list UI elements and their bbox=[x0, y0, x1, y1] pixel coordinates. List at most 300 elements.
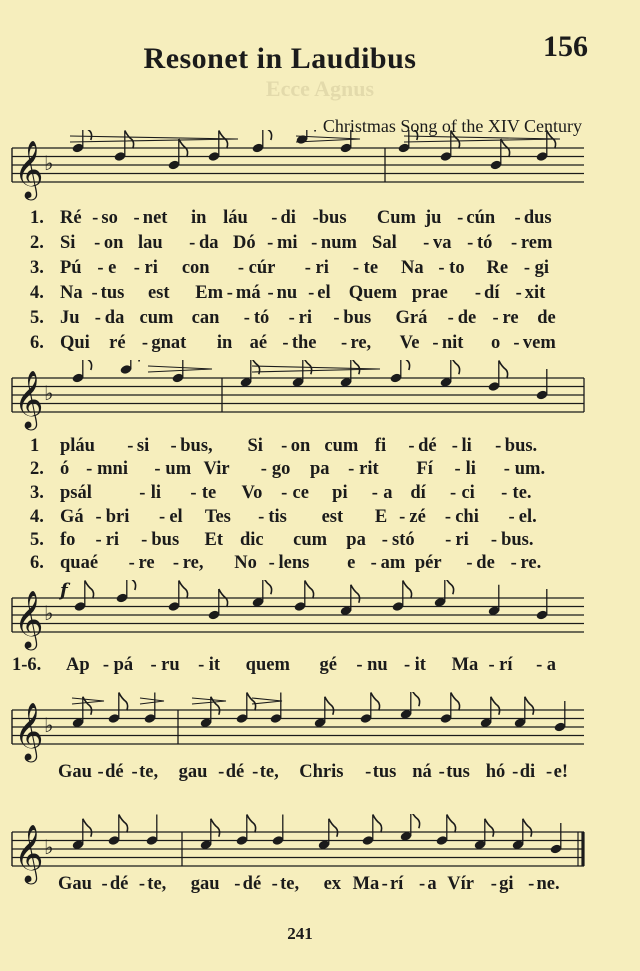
syllable-hyphen: - bbox=[170, 436, 177, 456]
syllable-hyphen: - bbox=[92, 208, 99, 228]
syllable-hyphen: - bbox=[141, 530, 148, 550]
lyric-syllable: mni bbox=[97, 459, 128, 479]
lyric-syllable: pláu bbox=[60, 436, 95, 456]
syllable-hyphen: - bbox=[381, 874, 388, 894]
lyric-syllable: dí bbox=[484, 283, 500, 303]
lyric-syllable: dé bbox=[225, 762, 245, 782]
lyric-syllable: pa bbox=[309, 459, 330, 479]
syllable-hyphen: - bbox=[234, 874, 241, 894]
syllable-hyphen: - bbox=[131, 762, 138, 782]
syllable-hyphen: - bbox=[128, 553, 135, 573]
lyric-syllable: to bbox=[449, 258, 465, 278]
note-flag bbox=[401, 360, 410, 370]
lyric-syllable: Gá bbox=[60, 507, 84, 527]
verse-number: 1-6. bbox=[12, 655, 42, 675]
accent-hairpin bbox=[252, 366, 380, 372]
syllable-hyphen: - bbox=[150, 655, 157, 675]
lyric-syllable: go bbox=[271, 459, 291, 479]
lyric-syllable: da bbox=[198, 233, 219, 253]
syllable-hyphen: - bbox=[438, 762, 445, 782]
staff-system-4 bbox=[0, 692, 640, 772]
lyric-syllable: li bbox=[465, 459, 476, 479]
note-flag bbox=[491, 697, 500, 715]
lyric-syllable: ce bbox=[292, 483, 309, 503]
lyric-syllable: Ju bbox=[60, 308, 80, 328]
syllable-hyphen: - bbox=[86, 459, 93, 479]
note-flag bbox=[83, 130, 92, 140]
syllable-hyphen: - bbox=[408, 436, 415, 456]
note-flag bbox=[305, 581, 314, 599]
lyric-syllable: Dó bbox=[233, 233, 256, 253]
note-flag bbox=[351, 585, 360, 603]
syllable-hyphen: - bbox=[451, 436, 458, 456]
lyric-syllable: ex bbox=[323, 874, 342, 894]
accent-hairpin bbox=[140, 698, 164, 704]
lyric-syllable: E bbox=[374, 507, 388, 527]
note-flag bbox=[179, 581, 188, 599]
lyric-syllable: rí bbox=[499, 655, 513, 675]
verse-number: 3. bbox=[30, 258, 44, 278]
lyric-syllable: in bbox=[190, 208, 207, 228]
lyric-syllable: dic bbox=[239, 530, 264, 550]
syllable-hyphen: - bbox=[333, 308, 340, 328]
verse-number: 2. bbox=[30, 459, 44, 479]
note-flag bbox=[211, 697, 220, 715]
lyric-syllable: ru bbox=[161, 655, 180, 675]
note-flag bbox=[447, 815, 456, 833]
syllable-hyphen: - bbox=[268, 553, 275, 573]
lyric-syllable: stó bbox=[392, 530, 415, 550]
syllable-hyphen: - bbox=[133, 208, 140, 228]
lyric-syllable: ri bbox=[455, 530, 469, 550]
lyric-syllable: tus bbox=[446, 762, 470, 782]
syllable-hyphen: - bbox=[271, 874, 278, 894]
note-flag bbox=[523, 819, 532, 837]
lyric-syllable: Vír bbox=[447, 874, 474, 894]
syllable-hyphen: - bbox=[226, 283, 233, 303]
lyric-syllable: te bbox=[201, 483, 217, 503]
lyric-syllable: de bbox=[537, 308, 556, 328]
verse-number: 4. bbox=[30, 283, 44, 303]
lyric-syllable: tó bbox=[476, 233, 493, 253]
lyric-syllable: Quem bbox=[348, 283, 398, 303]
syllable-hyphen: - bbox=[444, 507, 452, 527]
lyric-syllable: dí bbox=[410, 483, 426, 503]
staff-system-2 bbox=[0, 360, 640, 440]
forte-dynamic: f bbox=[60, 580, 68, 601]
lyric-syllable: tus bbox=[100, 283, 125, 303]
syllable-hyphen: - bbox=[454, 459, 461, 479]
lyric-syllable: e bbox=[347, 553, 356, 573]
lyric-syllable: te bbox=[363, 258, 379, 278]
page-number: 241 bbox=[287, 924, 313, 943]
syllable-hyphen: - bbox=[311, 233, 318, 253]
lyric-syllable: si bbox=[136, 436, 150, 456]
syllable-hyphen: - bbox=[348, 459, 355, 479]
verse-number: 1. bbox=[30, 208, 44, 228]
lyric-syllable: bri bbox=[105, 507, 130, 527]
lyric-syllable: ju bbox=[424, 208, 442, 228]
lyric-syllable: tis bbox=[268, 507, 287, 527]
lyric-syllable: bus bbox=[343, 308, 372, 328]
staff-system-1 bbox=[0, 130, 640, 210]
lyric-syllable: Cum bbox=[376, 208, 416, 228]
syllable-hyphen: - bbox=[190, 483, 197, 503]
lyric-syllable: Ma bbox=[451, 655, 479, 675]
syllable-hyphen: - bbox=[371, 483, 378, 503]
hymn-title: Resonet in Laudibus bbox=[143, 42, 417, 75]
lyric-syllable: gau bbox=[190, 874, 220, 894]
syllable-hyphen: - bbox=[515, 283, 522, 303]
treble-clef-icon: 𝄞 bbox=[14, 140, 44, 198]
treble-clef-icon: 𝄞 bbox=[14, 370, 44, 428]
lyric-syllable: Qui bbox=[60, 333, 90, 353]
syllable-hyphen: - bbox=[511, 233, 518, 253]
note-flag bbox=[307, 130, 316, 132]
verse-number: 1 bbox=[30, 436, 40, 456]
syllable-hyphen: - bbox=[508, 507, 515, 527]
syllable-hyphen: - bbox=[91, 283, 98, 303]
accent-hairpin bbox=[404, 136, 560, 142]
note-flag bbox=[411, 692, 420, 706]
syllable-hyphen: - bbox=[418, 874, 426, 894]
lyric-syllable: ó bbox=[60, 459, 70, 479]
lyric-syllable: má bbox=[235, 283, 261, 303]
note-flag bbox=[119, 815, 128, 833]
lyric-syllable: rí bbox=[389, 874, 404, 894]
lyric-syllable: te, bbox=[280, 874, 300, 894]
lyric-syllable: quaé bbox=[60, 553, 99, 573]
lyric-syllable: da bbox=[104, 308, 125, 328]
lyric-syllable: Em bbox=[195, 283, 223, 303]
lyric-syllable: Sal bbox=[372, 233, 397, 253]
syllable-hyphen: - bbox=[138, 874, 146, 894]
verse-number: 3. bbox=[30, 483, 44, 503]
syllable-hyphen: - bbox=[340, 333, 348, 353]
lyric-syllable: so bbox=[101, 208, 118, 228]
lyric-syllable: num bbox=[320, 233, 357, 253]
lyric-syllable: can bbox=[191, 308, 220, 328]
staff-system-3 bbox=[0, 580, 640, 660]
lyric-syllable: re, bbox=[350, 333, 372, 353]
lyric-syllable: it bbox=[414, 655, 426, 675]
accent-hairpin bbox=[148, 366, 212, 372]
note-flag bbox=[131, 360, 140, 362]
note-flag bbox=[263, 580, 272, 594]
lyric-syllable: bus, bbox=[180, 436, 213, 456]
syllable-hyphen: - bbox=[218, 762, 225, 782]
lyric-syllable: a bbox=[427, 874, 437, 894]
note-flag bbox=[263, 130, 272, 140]
syllable-hyphen: - bbox=[288, 308, 295, 328]
syllable-hyphen: - bbox=[445, 530, 452, 550]
lyric-syllable: con bbox=[181, 258, 210, 278]
syllable-hyphen: - bbox=[243, 308, 250, 328]
syllable-hyphen: - bbox=[352, 258, 360, 278]
lyric-syllable: quem bbox=[245, 655, 290, 675]
lyric-syllable: on bbox=[103, 233, 124, 253]
lyric-syllable: tó bbox=[253, 308, 270, 328]
lyric-syllable: li bbox=[150, 483, 161, 503]
lyric-syllable: net bbox=[142, 208, 168, 228]
syllable-hyphen: - bbox=[490, 530, 498, 550]
syllable-hyphen: - bbox=[365, 762, 372, 782]
lyric-syllable: re bbox=[138, 553, 155, 573]
lyric-syllable: gé bbox=[319, 655, 337, 675]
flat-key-signature-icon: ♭ bbox=[44, 601, 54, 625]
note-flag bbox=[403, 581, 412, 599]
note-flag bbox=[451, 131, 460, 149]
lyric-syllable: Gau bbox=[58, 762, 92, 782]
verse-number: 5. bbox=[30, 308, 44, 328]
syllable-hyphen: - bbox=[512, 762, 519, 782]
lyric-syllable: lau bbox=[138, 233, 163, 253]
lyric-syllable: -bus bbox=[312, 208, 347, 228]
syllable-hyphen: - bbox=[95, 530, 102, 550]
lyric-syllable: bus bbox=[151, 530, 180, 550]
lyric-syllable: te. bbox=[512, 483, 532, 503]
hymn-subtitle: Christmas Song of the XIV Century bbox=[322, 116, 582, 136]
syllable-hyphen: - bbox=[510, 553, 517, 573]
syllable-hyphen: - bbox=[94, 308, 101, 328]
lyric-syllable: de bbox=[457, 308, 477, 328]
note-flag bbox=[325, 697, 334, 715]
lyric-syllable: ri bbox=[298, 308, 312, 328]
lyric-syllable: Grá bbox=[395, 308, 428, 328]
lyric-syllable: pá bbox=[113, 655, 134, 675]
accent-hairpin bbox=[70, 136, 238, 142]
lyric-syllable: fi bbox=[374, 436, 387, 456]
note-flag bbox=[451, 693, 460, 711]
syllable-hyphen: - bbox=[95, 507, 102, 527]
lyric-syllable: dé bbox=[105, 762, 124, 782]
syllable-hyphen: - bbox=[457, 208, 464, 228]
syllable-hyphen: - bbox=[189, 233, 196, 253]
note-flag bbox=[83, 819, 92, 837]
syllable-hyphen: - bbox=[127, 436, 134, 456]
treble-clef-icon: 𝄞 bbox=[14, 590, 44, 648]
lyric-syllable: Et bbox=[204, 530, 224, 550]
lyric-syllable: in bbox=[216, 333, 233, 353]
lyric-syllable: the bbox=[291, 333, 317, 353]
accent-hairpin bbox=[192, 698, 226, 704]
verse-number: 5. bbox=[30, 530, 44, 550]
flat-key-signature-icon: ♭ bbox=[44, 835, 54, 859]
lyric-syllable: ré bbox=[109, 333, 126, 353]
lyric-syllable: de bbox=[476, 553, 495, 573]
lyric-syllable: est bbox=[321, 507, 344, 527]
syllable-hyphen: - bbox=[466, 553, 473, 573]
lyric-syllable: ri bbox=[315, 258, 329, 278]
syllable-hyphen: - bbox=[139, 483, 146, 503]
syllable-hyphen: - bbox=[304, 258, 311, 278]
syllable-hyphen: - bbox=[267, 283, 274, 303]
lyric-syllable: dé bbox=[242, 874, 262, 894]
lyric-syllable: di bbox=[280, 208, 296, 228]
note-flag bbox=[409, 130, 418, 140]
lyric-syllable: Re bbox=[486, 258, 509, 278]
flat-key-signature-icon: ♭ bbox=[44, 151, 54, 175]
lyric-syllable: ri bbox=[144, 258, 158, 278]
note-flag bbox=[451, 360, 460, 374]
syllable-hyphen: - bbox=[260, 459, 267, 479]
lyric-syllable: Si bbox=[60, 233, 76, 253]
note-flag bbox=[411, 814, 420, 828]
lyric-syllable: cún bbox=[466, 208, 496, 228]
lyric-syllable: Ap bbox=[66, 655, 90, 675]
lyric-syllable: Vir bbox=[203, 459, 230, 479]
syllable-hyphen: - bbox=[514, 208, 521, 228]
hymn-number: 156 bbox=[543, 30, 588, 63]
lyric-syllable: Pú bbox=[60, 258, 82, 278]
note-flag bbox=[485, 819, 494, 837]
syllable-hyphen: - bbox=[513, 333, 520, 353]
syllable-hyphen: - bbox=[438, 258, 445, 278]
syllable-hyphen: - bbox=[432, 333, 439, 353]
lyric-syllable: te, bbox=[259, 762, 279, 782]
lyric-syllable: um. bbox=[514, 459, 546, 479]
syllable-hyphen: - bbox=[399, 507, 406, 527]
lyric-syllable: dé bbox=[418, 436, 437, 456]
syllable-hyphen: - bbox=[252, 762, 259, 782]
syllable-hyphen: - bbox=[546, 762, 553, 782]
lyric-syllable: bus. bbox=[501, 530, 534, 550]
syllable-hyphen: - bbox=[237, 258, 245, 278]
treble-clef-icon: 𝄞 bbox=[14, 702, 44, 760]
syllable-hyphen: - bbox=[501, 483, 508, 503]
syllable-hyphen: - bbox=[381, 530, 388, 550]
lyric-syllable: re bbox=[502, 308, 519, 328]
lyric-syllable: lens bbox=[278, 553, 310, 573]
lyric-syllable: it bbox=[208, 655, 221, 675]
syllable-hyphen: - bbox=[198, 655, 205, 675]
lyric-syllable: el bbox=[169, 507, 183, 527]
lyric-syllable: ri bbox=[105, 530, 120, 550]
lyric-syllable: psál bbox=[60, 483, 92, 503]
lyric-syllable: Na bbox=[401, 258, 424, 278]
lyric-syllable: láu bbox=[223, 208, 248, 228]
lyric-syllable: a bbox=[383, 483, 393, 503]
flat-key-signature-icon: ♭ bbox=[44, 381, 54, 405]
note-flag bbox=[371, 693, 380, 711]
lyric-syllable: bus. bbox=[504, 436, 538, 456]
lyric-syllable: chi bbox=[455, 507, 479, 527]
lyric-syllable: Si bbox=[247, 436, 263, 456]
syllable-hyphen: - bbox=[258, 507, 265, 527]
lyric-syllable: Chris bbox=[299, 762, 344, 782]
lyric-syllable: e bbox=[108, 258, 117, 278]
verse-number: 2. bbox=[30, 233, 44, 253]
lyric-syllable: gau bbox=[178, 762, 208, 782]
lyric-syllable: ná bbox=[412, 762, 432, 782]
syllable-hyphen: - bbox=[159, 507, 166, 527]
syllable-hyphen: - bbox=[97, 258, 104, 278]
lyric-syllable: pér bbox=[414, 553, 442, 573]
flat-key-signature-icon: ♭ bbox=[44, 713, 54, 737]
syllable-hyphen: - bbox=[503, 459, 510, 479]
note-flag bbox=[525, 697, 534, 715]
syllable-hyphen: - bbox=[172, 553, 180, 573]
syllable-hyphen: - bbox=[282, 333, 289, 353]
syllable-hyphen: - bbox=[403, 655, 411, 675]
lyric-syllable: li bbox=[461, 436, 472, 456]
syllable-hyphen: - bbox=[423, 233, 430, 253]
lyric-syllable: pa bbox=[346, 530, 366, 550]
lyric-syllable: nu bbox=[367, 655, 388, 675]
note-flag bbox=[499, 361, 508, 379]
lyric-syllable: hó bbox=[485, 762, 506, 782]
note-flag bbox=[211, 819, 220, 837]
syllable-hyphen: - bbox=[308, 283, 315, 303]
note-flag bbox=[247, 815, 256, 833]
lyric-syllable: cum bbox=[324, 436, 359, 456]
syllable-hyphen: - bbox=[154, 459, 161, 479]
lyric-syllable: cúr bbox=[248, 258, 276, 278]
lyric-syllable: o bbox=[490, 333, 501, 353]
lyric-syllable: ne. bbox=[536, 874, 560, 894]
lyric-syllable: rit bbox=[359, 459, 379, 479]
lyric-syllable: gi bbox=[534, 258, 550, 278]
syllable-hyphen: - bbox=[271, 208, 278, 228]
lyric-syllable: el. bbox=[518, 507, 537, 527]
lyric-syllable: cum bbox=[293, 530, 328, 550]
lyric-syllable: di bbox=[519, 762, 536, 782]
syllable-hyphen: - bbox=[141, 333, 149, 353]
lyric-syllable: zé bbox=[409, 507, 426, 527]
show-through-text: Ecce Agnus bbox=[265, 76, 375, 101]
verse-number: 4. bbox=[30, 507, 44, 527]
note-flag bbox=[247, 693, 256, 711]
syllable-hyphen: - bbox=[492, 308, 499, 328]
lyric-syllable: el bbox=[317, 283, 331, 303]
note-flag bbox=[83, 360, 92, 370]
syllable-hyphen: - bbox=[495, 436, 502, 456]
verse-number: 6. bbox=[30, 553, 44, 573]
lyric-syllable: va bbox=[433, 233, 452, 253]
syllable-hyphen: - bbox=[281, 436, 288, 456]
lyric-syllable: cum bbox=[139, 308, 174, 328]
lyric-syllable: Ma bbox=[352, 874, 380, 894]
lyric-syllable: Ré bbox=[60, 208, 82, 228]
lyric-syllable: um bbox=[165, 459, 192, 479]
lyric-syllable: nu bbox=[276, 283, 298, 303]
note-flag bbox=[125, 131, 134, 149]
lyric-syllable: xit bbox=[524, 283, 546, 303]
syllable-hyphen: - bbox=[447, 308, 454, 328]
lyric-syllable: am bbox=[380, 553, 406, 573]
syllable-hyphen: - bbox=[536, 655, 543, 675]
syllable-hyphen: - bbox=[488, 655, 495, 675]
lyric-syllable: gnat bbox=[151, 333, 187, 353]
syllable-hyphen: - bbox=[97, 762, 104, 782]
syllable-hyphen: - bbox=[101, 874, 108, 894]
syllable-hyphen: - bbox=[474, 283, 482, 303]
syllable-hyphen: - bbox=[94, 233, 101, 253]
syllable-hyphen: - bbox=[467, 233, 474, 253]
lyric-syllable: dé bbox=[109, 874, 129, 894]
lyric-syllable: mi bbox=[276, 233, 298, 253]
lyric-syllable: fo bbox=[60, 530, 76, 550]
note-flag bbox=[351, 360, 360, 374]
lyric-syllable: Gau bbox=[58, 874, 92, 894]
lyric-syllable: te, bbox=[147, 874, 167, 894]
lyric-syllable: vem bbox=[522, 333, 556, 353]
syllable-hyphen: - bbox=[523, 258, 531, 278]
lyric-syllable: Tes bbox=[204, 507, 231, 527]
note-flag bbox=[445, 580, 454, 594]
lyric-syllable: No bbox=[234, 553, 257, 573]
lyric-syllable: Fí bbox=[416, 459, 433, 479]
